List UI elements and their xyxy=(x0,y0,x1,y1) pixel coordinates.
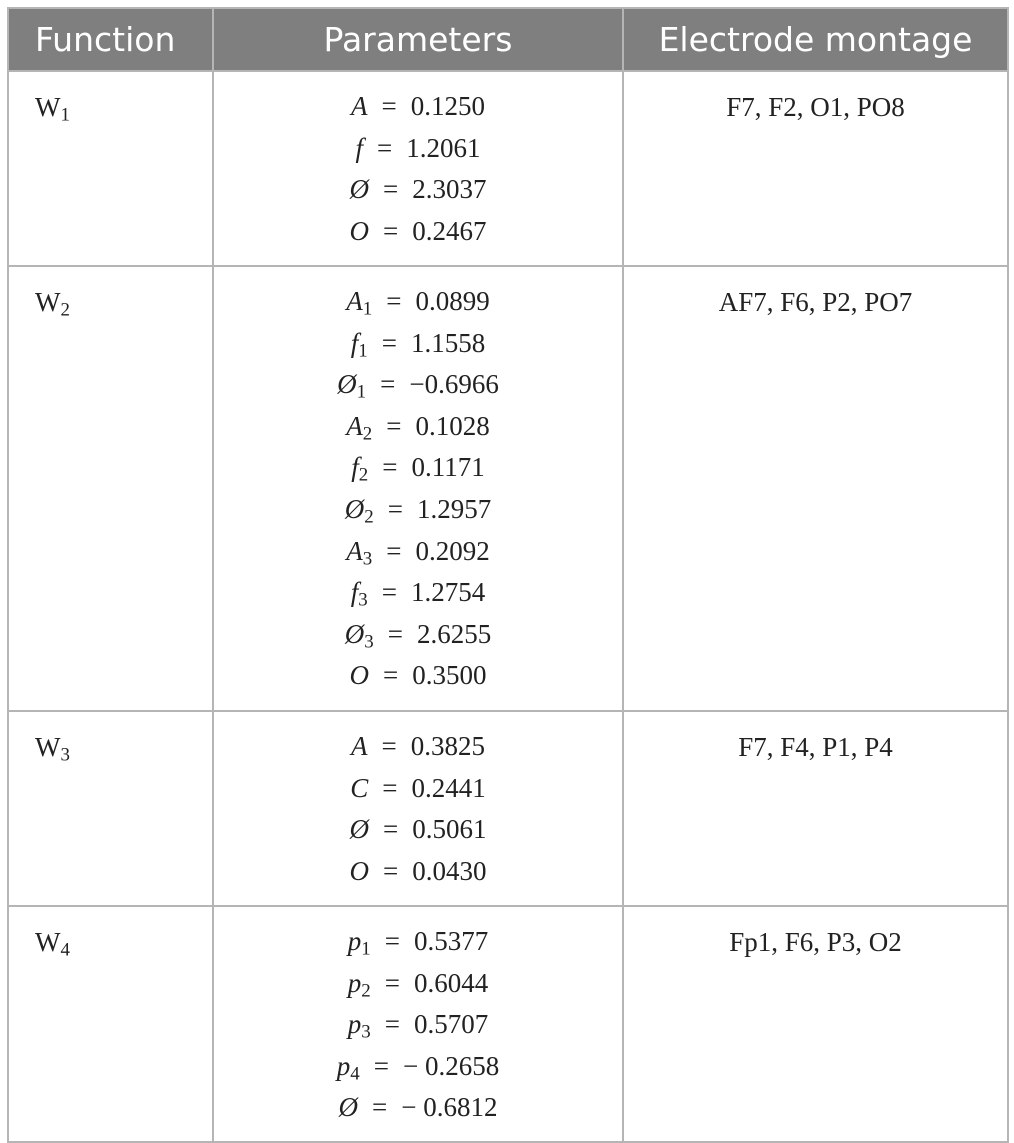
parameter-line xyxy=(214,655,622,697)
parameter-line xyxy=(214,128,622,170)
parameter-value: 0.6044 xyxy=(413,967,489,998)
equals-sign: = xyxy=(372,1092,388,1123)
equals-sign: = xyxy=(387,493,403,524)
parameter-symbol: Ø xyxy=(344,493,365,524)
parameter-subscript: 3 xyxy=(361,1021,371,1043)
function-cell xyxy=(8,711,213,906)
equals-sign: = xyxy=(381,91,397,121)
parameter-symbol: A xyxy=(346,286,363,316)
parameter-symbol: A xyxy=(351,731,368,761)
equals-sign: = xyxy=(386,535,402,566)
equals-sign: = xyxy=(382,772,398,803)
parameter-symbol: f xyxy=(350,327,359,358)
parameter-line xyxy=(214,169,622,211)
parameters-cell xyxy=(213,266,623,711)
parameter-line xyxy=(214,1087,622,1129)
function-name: $W_3$ xyxy=(35,732,70,766)
parameters-cell xyxy=(213,906,623,1142)
parameter-subscript: 2 xyxy=(358,465,369,487)
parameter-line xyxy=(214,364,622,406)
parameter-symbol: p xyxy=(347,1009,362,1040)
parameter-subscript: 4 xyxy=(350,1063,360,1085)
parameter-symbol: p xyxy=(347,926,362,956)
equals-sign: = xyxy=(386,410,402,441)
equals-sign: = xyxy=(383,855,399,886)
electrode-montage-cell: F7, F4, P1, P4 xyxy=(623,711,1008,906)
header-parameters: Parameters xyxy=(213,8,623,71)
equals-sign: = xyxy=(383,814,399,845)
parameter-value: − 0.2658 xyxy=(402,1050,500,1081)
parameter-subscript: 1 xyxy=(361,938,371,960)
parameter-symbol: p xyxy=(347,967,362,998)
table-row xyxy=(8,906,1008,1142)
function-name: $W_2$ xyxy=(35,287,70,321)
parameter-line xyxy=(214,211,622,253)
parameter-value: 0.5707 xyxy=(413,1009,489,1040)
parameters-table xyxy=(7,7,1009,1143)
parameter-value: 1.1558 xyxy=(410,327,486,358)
equals-sign: = xyxy=(380,369,396,400)
parameter-line xyxy=(214,1046,622,1088)
parameter-line xyxy=(214,281,622,323)
parameter-symbol: A xyxy=(346,410,363,441)
parameter-symbol: Ø xyxy=(337,369,357,400)
parameter-value: 0.0899 xyxy=(415,286,490,316)
function-name: $W_1$ xyxy=(35,92,70,126)
header-electrode-montage: Electrode montage xyxy=(623,8,1008,71)
parameter-subscript: 3 xyxy=(358,589,368,611)
parameter-value: 0.1171 xyxy=(411,452,485,483)
parameter-value: 2.6255 xyxy=(416,618,492,649)
equals-sign: = xyxy=(382,452,398,483)
table-row xyxy=(8,711,1008,906)
parameter-value: − 0.6812 xyxy=(401,1092,498,1123)
function-cell xyxy=(8,71,213,266)
parameter-value: 2.3037 xyxy=(412,174,487,205)
parameter-line xyxy=(214,489,622,531)
parameter-subscript: 1 xyxy=(356,381,367,403)
parameter-value: 1.2061 xyxy=(406,132,481,163)
equals-sign: = xyxy=(386,286,402,316)
table-row xyxy=(8,71,1008,266)
parameters-cell xyxy=(213,711,623,906)
equals-sign: = xyxy=(381,577,397,608)
equals-sign: = xyxy=(383,660,399,691)
equals-sign: = xyxy=(384,1009,400,1040)
parameter-symbol: C xyxy=(350,772,369,803)
parameter-value: 0.3500 xyxy=(412,660,487,691)
parameter-line xyxy=(214,809,622,851)
parameter-line xyxy=(214,768,622,810)
equals-sign: = xyxy=(373,1050,389,1081)
parameter-line xyxy=(214,572,622,614)
parameters-cell xyxy=(213,71,623,266)
parameter-value: 0.2441 xyxy=(411,772,486,803)
equals-sign: = xyxy=(383,215,399,246)
parameter-value: 0.0430 xyxy=(412,855,487,886)
parameter-value: 0.1028 xyxy=(415,410,490,441)
parameter-line xyxy=(214,614,622,656)
equals-sign: = xyxy=(384,926,400,956)
parameter-symbol: Ø xyxy=(344,618,365,649)
parameter-value: 0.5061 xyxy=(412,814,487,845)
parameter-line xyxy=(214,921,622,963)
parameter-subscript: 1 xyxy=(358,340,368,362)
equals-sign: = xyxy=(383,174,399,205)
parameter-symbol: p xyxy=(336,1050,351,1081)
parameter-line xyxy=(214,531,622,573)
parameter-subscript: 2 xyxy=(364,506,374,528)
parameter-symbol: A xyxy=(351,91,368,121)
equals-sign: = xyxy=(381,731,397,761)
parameter-symbol: Ø xyxy=(338,1092,359,1123)
parameter-line xyxy=(214,1004,622,1046)
parameter-subscript: 2 xyxy=(361,980,371,1002)
parameter-symbol: O xyxy=(349,215,369,246)
parameter-symbol: Ø xyxy=(349,814,369,845)
parameter-value: 1.2957 xyxy=(416,493,492,524)
parameter-line xyxy=(214,726,622,768)
parameter-symbol: O xyxy=(349,660,369,691)
parameter-line xyxy=(214,323,622,365)
parameter-value: 0.3825 xyxy=(410,731,485,761)
parameter-symbol: f xyxy=(351,452,359,483)
electrode-montage-cell: AF7, F6, P2, PO7 xyxy=(623,266,1008,711)
parameter-symbol: O xyxy=(349,855,369,886)
parameter-value: 0.1250 xyxy=(410,91,485,121)
parameter-line xyxy=(214,447,622,489)
parameter-symbol: A xyxy=(346,535,363,566)
parameter-subscript: 2 xyxy=(362,423,373,445)
parameter-value: 0.5377 xyxy=(413,926,489,956)
parameter-subscript: 1 xyxy=(362,298,373,320)
parameter-symbol: f xyxy=(355,132,364,163)
equals-sign: = xyxy=(377,132,393,163)
electrode-montage-cell: F7, F2, O1, PO8 xyxy=(623,71,1008,266)
parameter-line xyxy=(214,406,622,448)
parameter-value: 0.2467 xyxy=(412,215,487,246)
parameter-subscript: 3 xyxy=(362,548,373,570)
header-row xyxy=(8,8,1008,71)
function-name: $W_4$ xyxy=(35,927,70,961)
header-function: Function xyxy=(8,8,213,71)
parameter-value: 0.2092 xyxy=(415,535,490,566)
equals-sign: = xyxy=(381,327,397,358)
parameter-line xyxy=(214,86,622,128)
parameter-value: 1.2754 xyxy=(410,577,486,608)
parameter-symbol: Ø xyxy=(349,174,369,205)
parameter-line xyxy=(214,963,622,1005)
parameter-subscript: 3 xyxy=(364,631,374,653)
parameter-line xyxy=(214,851,622,893)
parameter-symbol: f xyxy=(350,577,359,608)
electrode-montage-cell: Fp1, F6, P3, O2 xyxy=(623,906,1008,1142)
function-cell xyxy=(8,906,213,1142)
equals-sign: = xyxy=(387,618,403,649)
equals-sign: = xyxy=(384,967,400,998)
table-row xyxy=(8,266,1008,711)
function-cell xyxy=(8,266,213,711)
parameter-value: −0.6966 xyxy=(409,369,499,400)
